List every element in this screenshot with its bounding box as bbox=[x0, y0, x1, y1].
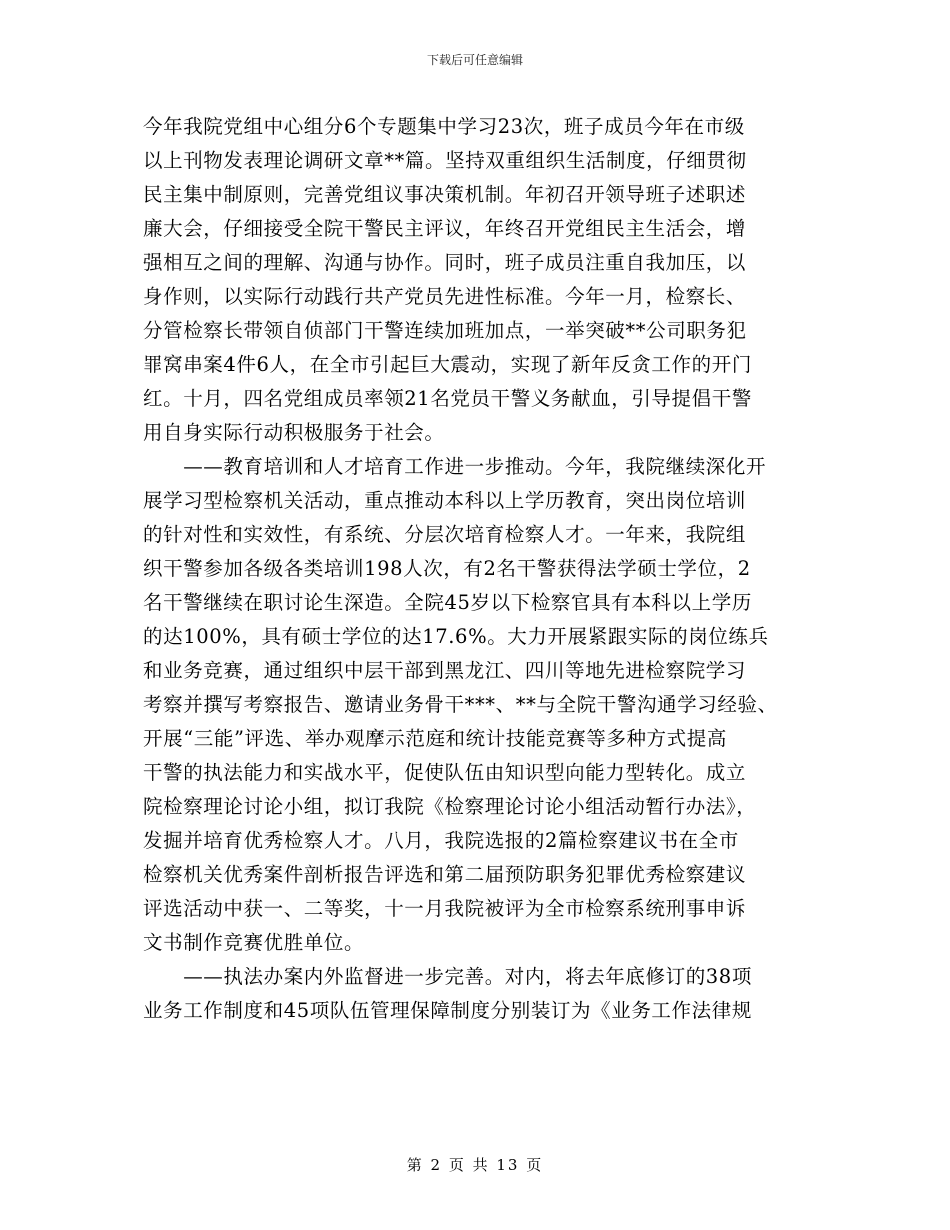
text-line: 强相互之间的理解、沟通与协作。同时，班子成员注重自我加压，以 bbox=[143, 251, 747, 274]
text-line: 发掘并培育优秀检察人才。八月，我院选报的2篇检察建议书在全市 bbox=[143, 829, 739, 852]
text-line: ——教育培训和人才培育工作进一步推动。今年，我院继续深化开 bbox=[143, 455, 767, 478]
text-line: 身作则，以实际行动践行共产党员先进性标准。今年一月，检察长、 bbox=[143, 285, 747, 308]
text-line: 开展“三能”评选、举办观摩示范庭和统计技能竞赛等多种方式提高 bbox=[143, 727, 727, 750]
text-line: 罪窝串案4件6人，在全市引起巨大震动，实现了新年反贪工作的开门 bbox=[143, 353, 752, 376]
page-header: 下载后可任意编辑 bbox=[426, 53, 523, 67]
text-line: 业务工作制度和45项队伍管理保障制度分别装订为《业务工作法律规 bbox=[143, 999, 752, 1022]
text-line: 干警的执法能力和实战水平，促使队伍由知识型向能力型转化。成立 bbox=[143, 761, 747, 784]
text-line: 民主集中制原则，完善党组议事决策机制。年初召开领导班子述职述 bbox=[143, 183, 747, 206]
text-line: 评选活动中获一、二等奖，十一月我院被评为全市检察系统刑事申诉 bbox=[143, 897, 747, 920]
text-line: 院检察理论讨论小组，拟订我院《检察理论讨论小组活动暂行办法》， bbox=[143, 795, 757, 818]
text-line: ——执法办案内外监督进一步完善。对内，将去年底修订的38项 bbox=[143, 965, 752, 988]
text-line: 检察机关优秀案件剖析报告评选和第二届预防职务犯罪优秀检察建议 bbox=[143, 863, 747, 886]
text-line: 用自身实际行动积极服务于社会。 bbox=[143, 421, 445, 444]
text-line: 展学习型检察机关活动，重点推动本科以上学历教育，突出岗位培训 bbox=[143, 489, 747, 512]
text-line: 和业务竞赛，通过组织中层干部到黑龙江、四川等地先进检察院学习 bbox=[143, 659, 747, 682]
text-line: 织干警参加各级各类培训198人次，有2名干警获得法学硕士学位，2 bbox=[143, 557, 751, 580]
text-line: 的达100%，具有硕士学位的达17.6%。大力开展紧跟实际的岗位练兵 bbox=[143, 625, 769, 648]
text-line: 文书制作竞赛优胜单位。 bbox=[143, 931, 365, 954]
text-line: 分管检察长带领自侦部门干警连续加班加点，一举突破**公司职务犯 bbox=[143, 319, 747, 342]
page-number: 第 2 页 共 13 页 bbox=[406, 1156, 544, 1174]
text-line: 廉大会，仔细接受全院干警民主评议，年终召开党组民主生活会，增 bbox=[143, 217, 747, 240]
text-line: 的针对性和实效性，有系统、分层次培育检察人才。一年来，我院组 bbox=[143, 523, 747, 546]
document-body bbox=[143, 110, 823, 1028]
text-line: 红。十月，四名党组成员率领21名党员干警义务献血，引导提倡干警 bbox=[143, 387, 752, 410]
text-line: 考察并撰写考察报告、邀请业务骨干***、**与全院干警沟通学习经验、 bbox=[143, 693, 778, 716]
text-line: 以上刊物发表理论调研文章**篇。坚持双重组织生活制度，仔细贯彻 bbox=[143, 149, 747, 172]
text-line: 名干警继续在职讨论生深造。全院45岁以下检察官具有本科以上学历 bbox=[143, 591, 752, 614]
text-line: 今年我院党组中心组分6个专题集中学习23次，班子成员今年在市级 bbox=[143, 115, 745, 138]
